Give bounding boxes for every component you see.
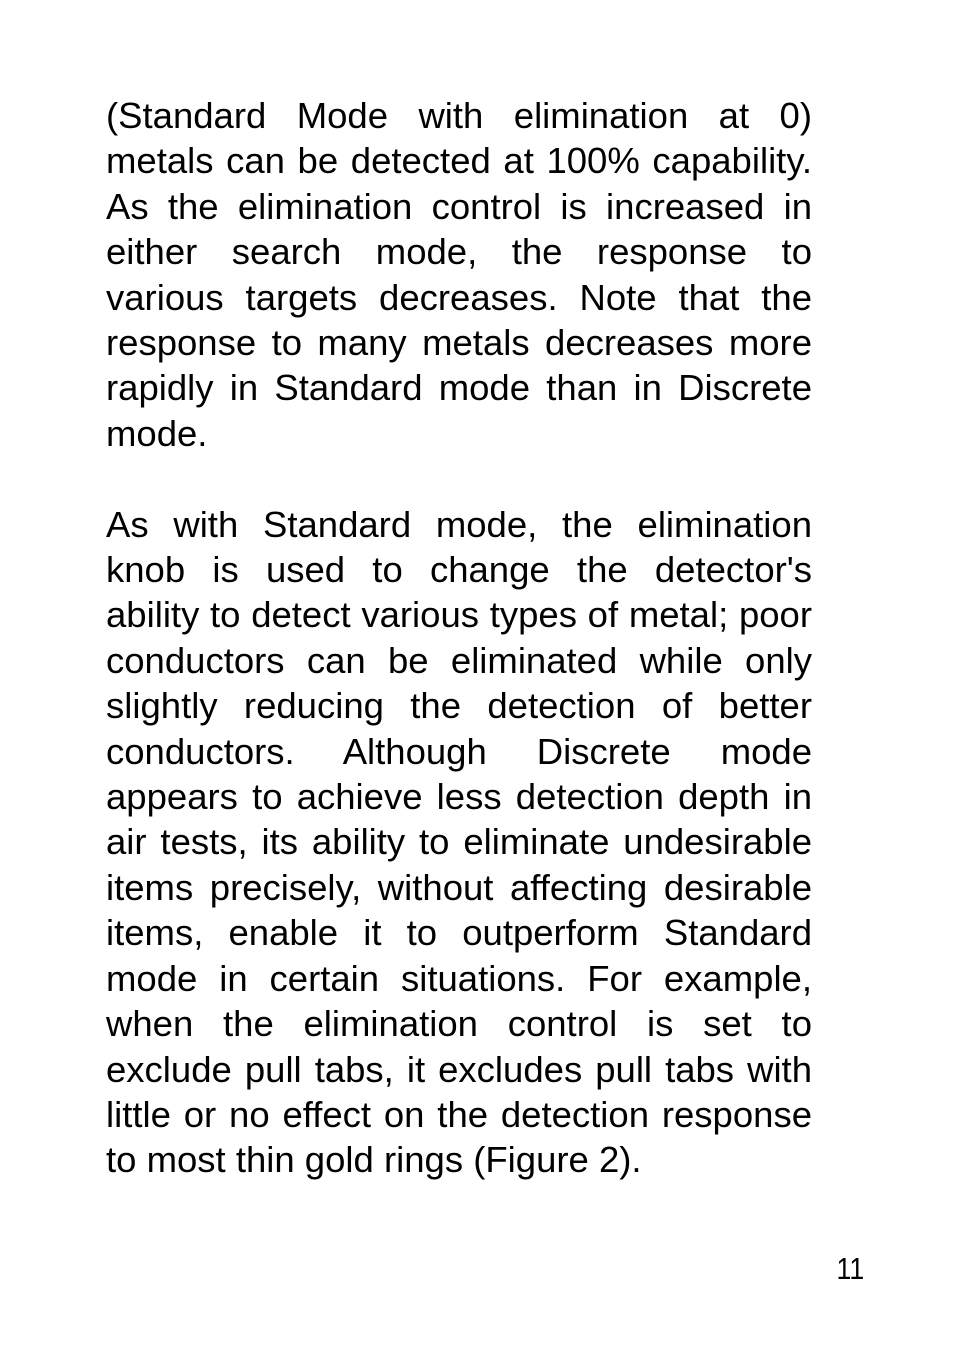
document-body [106,93,812,1183]
paragraph-discrete-mode: As with Standard mode, the elimination knob is used to change the detector's ability to detect various types of metal; poor conductors can be eliminated while only slightly reducing the detection of better conductors. Although Discrete mode appears to achieve less detection depth in air tests, its ability to eliminate undesirable items precisely, without affecting desirable items, enable it to outperform Standard mode in certain situations. For example, when the elimination control is set to exclude pull tabs, it excludes pull tabs with little or no effect on the detection response to most thin gold rings (Figure 2). [106,503,812,1181]
page-number: 11 [836,1251,864,1286]
paragraph-elimination-response: (Standard Mode with elimination at 0) metals can be detected at 100% capability. As the elimination control is increased in either search mode, the response to various targets decreases. Note that the response to many metals decreases more rapidly in Standard mode than in Discrete mode. [106,95,812,454]
